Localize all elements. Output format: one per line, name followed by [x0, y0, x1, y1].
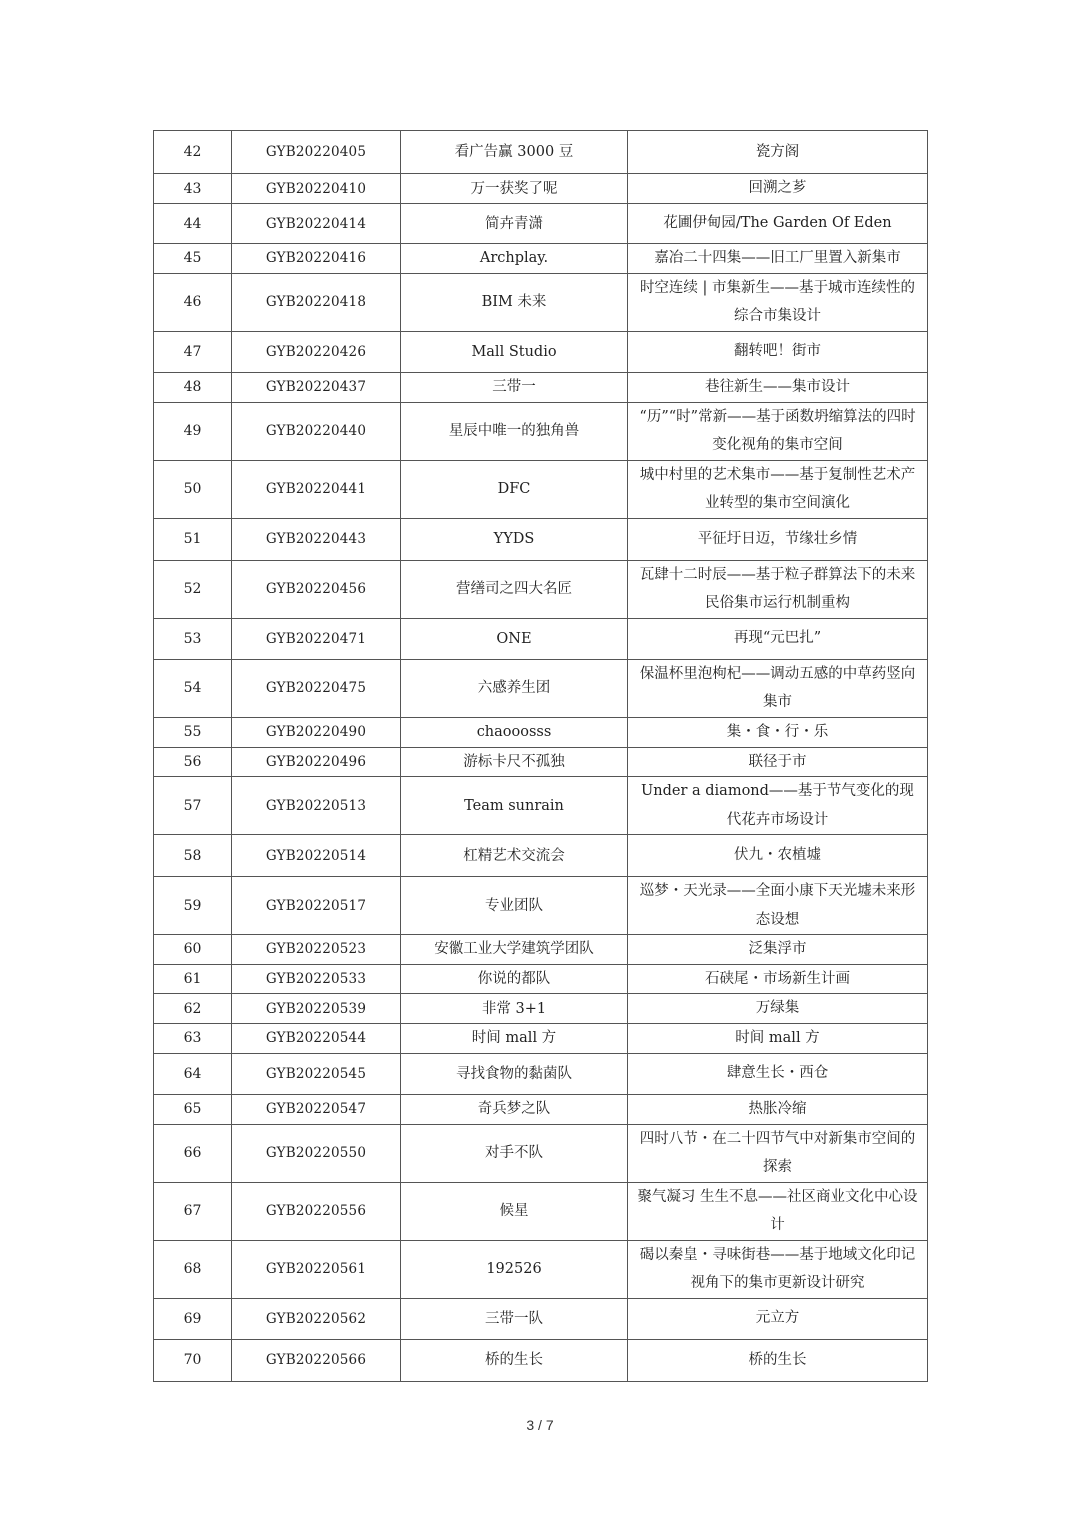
cell-entry-code: GYB20220471: [232, 618, 401, 659]
cell-project-title: 碣以秦皇・寻味街巷——基于地域文化印记视角下的集市更新设计研究: [628, 1240, 928, 1298]
cell-number: 57: [154, 777, 232, 835]
cell-entry-code: GYB20220475: [232, 659, 401, 717]
cell-team-name: YYDS: [401, 518, 628, 560]
cell-entry-code: GYB20220437: [232, 372, 401, 402]
cell-team-name: 安徽工业大学建筑学团队: [401, 935, 628, 965]
table-row: [154, 877, 928, 935]
cell-entry-code: GYB20220456: [232, 560, 401, 618]
cell-entry-code: GYB20220441: [232, 460, 401, 518]
cell-number: 55: [154, 717, 232, 747]
page-number: 3 / 7: [526, 1417, 554, 1433]
table-row: [154, 777, 928, 835]
cell-entry-code: GYB20220416: [232, 244, 401, 274]
cell-team-name: BIM 未来: [401, 273, 628, 331]
table-row: [154, 747, 928, 777]
cell-number: 65: [154, 1094, 232, 1124]
table-row: [154, 717, 928, 747]
cell-number: 62: [154, 994, 232, 1024]
table-row: [154, 1240, 928, 1298]
cell-number: 49: [154, 402, 232, 460]
cell-number: 48: [154, 372, 232, 402]
cell-entry-code: GYB20220426: [232, 331, 401, 372]
table-row: [154, 1053, 928, 1094]
cell-number: 58: [154, 835, 232, 877]
cell-project-title: 城中村里的艺术集市——基于复制性艺术产业转型的集市空间演化: [628, 460, 928, 518]
cell-team-name: 时间 mall 方: [401, 1024, 628, 1054]
cell-entry-code: GYB20220496: [232, 747, 401, 777]
cell-project-title: 石硖尾・市场新生计画: [628, 964, 928, 994]
table-row: [154, 935, 928, 965]
table-row: [154, 131, 928, 174]
cell-entry-code: GYB20220514: [232, 835, 401, 877]
cell-team-name: 三带一队: [401, 1298, 628, 1339]
cell-number: 42: [154, 131, 232, 174]
cell-entry-code: GYB20220561: [232, 1240, 401, 1298]
cell-number: 56: [154, 747, 232, 777]
cell-entry-code: GYB20220539: [232, 994, 401, 1024]
cell-team-name: 杠精艺术交流会: [401, 835, 628, 877]
cell-project-title: 四时八节・在二十四节气中对新集市空间的探索: [628, 1124, 928, 1182]
table-row: [154, 402, 928, 460]
table-row: [154, 460, 928, 518]
cell-entry-code: GYB20220490: [232, 717, 401, 747]
table-row: [154, 835, 928, 877]
cell-project-title: 万绿集: [628, 994, 928, 1024]
table-row: [154, 1124, 928, 1182]
table-row: [154, 964, 928, 994]
cell-project-title: “历”“时”常新——基于函数坍缩算法的四时变化视角的集市空间: [628, 402, 928, 460]
cell-number: 52: [154, 560, 232, 618]
cell-number: 60: [154, 935, 232, 965]
cell-entry-code: GYB20220443: [232, 518, 401, 560]
cell-project-title: 元立方: [628, 1298, 928, 1339]
cell-team-name: 专业团队: [401, 877, 628, 935]
cell-entry-code: GYB20220523: [232, 935, 401, 965]
cell-entry-code: GYB20220566: [232, 1339, 401, 1381]
cell-project-title: 桥的生长: [628, 1339, 928, 1381]
cell-team-name: Team sunrain: [401, 777, 628, 835]
cell-number: 70: [154, 1339, 232, 1381]
cell-project-title: Under a diamond——基于节气变化的现代花卉市场设计: [628, 777, 928, 835]
cell-project-title: 嘉冶二十四集——旧工厂里置入新集市: [628, 244, 928, 274]
cell-team-name: 六感养生团: [401, 659, 628, 717]
cell-project-title: 巡梦・天光录——全面小康下天光墟未来形态设想: [628, 877, 928, 935]
cell-team-name: 万一获奖了呢: [401, 174, 628, 204]
cell-number: 51: [154, 518, 232, 560]
cell-project-title: 联径于市: [628, 747, 928, 777]
cell-project-title: 伏九・农植墟: [628, 835, 928, 877]
cell-team-name: 奇兵梦之队: [401, 1094, 628, 1124]
cell-entry-code: GYB20220556: [232, 1182, 401, 1240]
cell-project-title: 保温杯里泡枸杞——调动五感的中草药竖向集市: [628, 659, 928, 717]
table-row: [154, 273, 928, 331]
cell-team-name: 对手不队: [401, 1124, 628, 1182]
table-row: [154, 1339, 928, 1381]
cell-team-name: chaooosss: [401, 717, 628, 747]
cell-team-name: 看广告赢 3000 豆: [401, 131, 628, 174]
cell-team-name: Mall Studio: [401, 331, 628, 372]
cell-team-name: 三带一: [401, 372, 628, 402]
cell-entry-code: GYB20220513: [232, 777, 401, 835]
cell-entry-code: GYB20220550: [232, 1124, 401, 1182]
cell-team-name: 候星: [401, 1182, 628, 1240]
table-row: [154, 1024, 928, 1054]
table-row: [154, 1094, 928, 1124]
cell-team-name: 简卉青潇: [401, 204, 628, 244]
table-row: [154, 518, 928, 560]
cell-team-name: 非常 3+1: [401, 994, 628, 1024]
table-row: [154, 659, 928, 717]
table-row: [154, 560, 928, 618]
cell-project-title: 瓦肆十二时辰——基于粒子群算法下的未来民俗集市运行机制重构: [628, 560, 928, 618]
cell-number: 53: [154, 618, 232, 659]
cell-entry-code: GYB20220562: [232, 1298, 401, 1339]
cell-entry-code: GYB20220544: [232, 1024, 401, 1054]
table-row: [154, 372, 928, 402]
cell-team-name: 寻找食物的黏菌队: [401, 1053, 628, 1094]
cell-team-name: 游标卡尺不孤独: [401, 747, 628, 777]
cell-team-name: ONE: [401, 618, 628, 659]
table-row: [154, 204, 928, 244]
cell-number: 47: [154, 331, 232, 372]
cell-project-title: 时空连续 | 市集新生——基于城市连续性的综合市集设计: [628, 273, 928, 331]
cell-team-name: 你说的都队: [401, 964, 628, 994]
cell-entry-code: GYB20220440: [232, 402, 401, 460]
cell-number: 64: [154, 1053, 232, 1094]
cell-number: 61: [154, 964, 232, 994]
cell-project-title: 平征圩日迈，节缘壮乡情: [628, 518, 928, 560]
cell-project-title: 时间 mall 方: [628, 1024, 928, 1054]
cell-project-title: 集・食・行・乐: [628, 717, 928, 747]
table-row: [154, 994, 928, 1024]
cell-team-name: DFC: [401, 460, 628, 518]
cell-number: 63: [154, 1024, 232, 1054]
cell-project-title: 肆意生长・西仓: [628, 1053, 928, 1094]
cell-number: 54: [154, 659, 232, 717]
cell-entry-code: GYB20220533: [232, 964, 401, 994]
cell-number: 66: [154, 1124, 232, 1182]
cell-team-name: 星辰中唯一的独角兽: [401, 402, 628, 460]
table-row: [154, 1298, 928, 1339]
cell-entry-code: GYB20220405: [232, 131, 401, 174]
cell-project-title: 瓷方阁: [628, 131, 928, 174]
table-row: [154, 244, 928, 274]
cell-entry-code: GYB20220414: [232, 204, 401, 244]
entries-table: [153, 130, 928, 1382]
table-row: [154, 331, 928, 372]
cell-entry-code: GYB20220418: [232, 273, 401, 331]
cell-number: 46: [154, 273, 232, 331]
cell-project-title: 巷往新生——集市设计: [628, 372, 928, 402]
cell-team-name: Archplay.: [401, 244, 628, 274]
cell-team-name: 桥的生长: [401, 1339, 628, 1381]
cell-number: 50: [154, 460, 232, 518]
cell-number: 67: [154, 1182, 232, 1240]
cell-team-name: 营缮司之四大名匠: [401, 560, 628, 618]
cell-number: 45: [154, 244, 232, 274]
cell-team-name: 192526: [401, 1240, 628, 1298]
cell-project-title: 泛集浮市: [628, 935, 928, 965]
cell-number: 69: [154, 1298, 232, 1339]
cell-number: 43: [154, 174, 232, 204]
cell-project-title: 聚气凝习 生生不息——社区商业文化中心设计: [628, 1182, 928, 1240]
table-row: [154, 1182, 928, 1240]
cell-entry-code: GYB20220545: [232, 1053, 401, 1094]
cell-number: 68: [154, 1240, 232, 1298]
cell-project-title: 花圃伊甸园/The Garden Of Eden: [628, 204, 928, 244]
cell-number: 44: [154, 204, 232, 244]
cell-project-title: 翻转吧！街市: [628, 331, 928, 372]
cell-project-title: 回溯之芗: [628, 174, 928, 204]
cell-entry-code: GYB20220547: [232, 1094, 401, 1124]
cell-project-title: 再现“元巴扎”: [628, 618, 928, 659]
cell-entry-code: GYB20220517: [232, 877, 401, 935]
cell-number: 59: [154, 877, 232, 935]
table-row: [154, 618, 928, 659]
entries-table-body: [154, 131, 928, 1382]
table-row: [154, 174, 928, 204]
cell-project-title: 热胀冷缩: [628, 1094, 928, 1124]
cell-entry-code: GYB20220410: [232, 174, 401, 204]
